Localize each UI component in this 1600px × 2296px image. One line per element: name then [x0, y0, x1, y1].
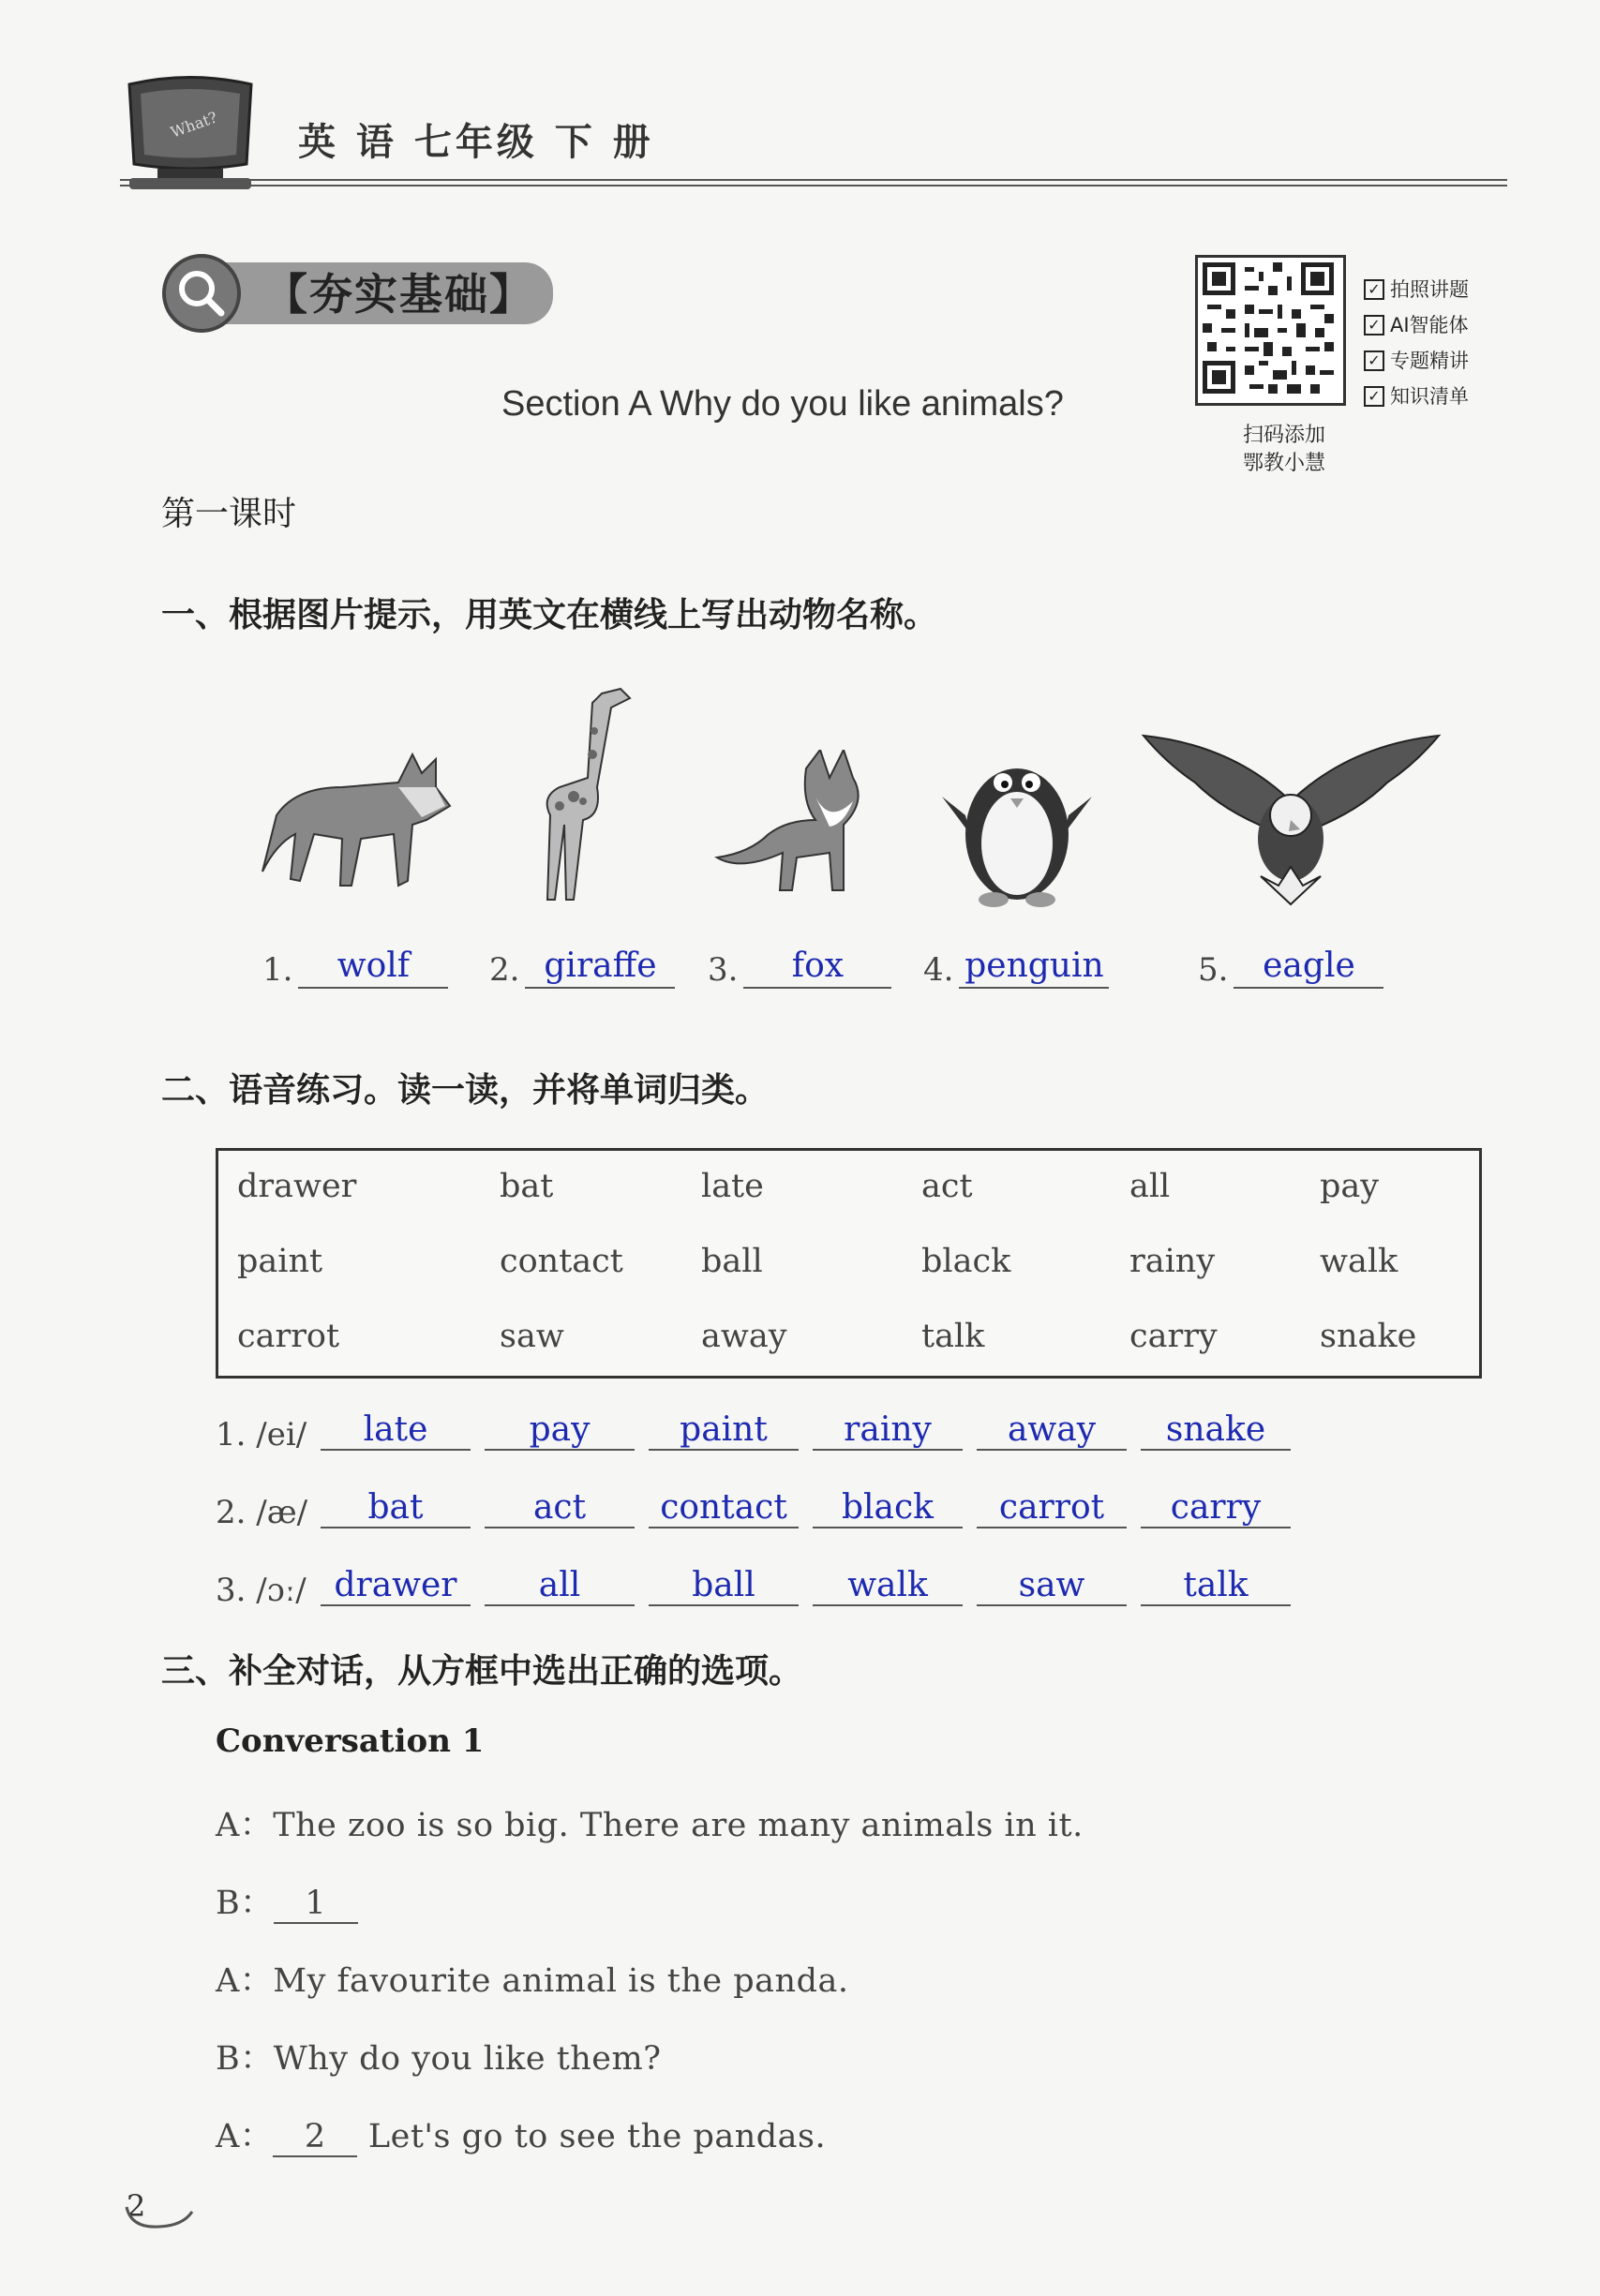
answer-blank[interactable]: black [813, 1488, 963, 1528]
page-number: 2 [127, 2188, 146, 2224]
phonics-label: 3. /ɔː/ [216, 1572, 307, 1609]
answer-blank[interactable]: snake [1141, 1410, 1291, 1451]
answer-blank[interactable]: wolf [298, 947, 448, 989]
answer-item: 3. fox [708, 947, 891, 989]
dialogue-line: A：My favourite animal is the panda. [216, 1962, 849, 2000]
answer-blank[interactable]: walk [813, 1566, 963, 1606]
checkbox-checked-icon: ✓ [1364, 350, 1384, 371]
answer-blank[interactable]: ball [649, 1566, 799, 1606]
qr-code[interactable] [1195, 255, 1346, 406]
answer-blank[interactable]: drawer [321, 1566, 471, 1606]
animal-answer-row [0, 937, 1600, 993]
answer-blank[interactable]: all [485, 1566, 635, 1606]
word-item: saw [500, 1318, 564, 1355]
word-item: drawer [237, 1168, 357, 1205]
section-banner-label: 【夯实基础】 [264, 269, 534, 320]
book-title: 英 语 七年级 下 册 [298, 120, 654, 164]
answer-item: 1. wolf [262, 947, 448, 989]
word-item: all [1129, 1168, 1171, 1205]
answer-blank[interactable]: talk [1141, 1566, 1291, 1606]
word-item: carry [1129, 1318, 1218, 1355]
phonics-row-ei [216, 1410, 1340, 1467]
qr-feature-item: ✓ 专题精讲 [1364, 343, 1469, 379]
eagle-icon [1139, 726, 1443, 909]
penguin-icon [937, 731, 1097, 909]
answer-item: 5. eagle [1198, 947, 1383, 989]
word-item: snake [1320, 1318, 1417, 1355]
word-item: pay [1320, 1168, 1380, 1205]
answer-blank[interactable]: penguin [959, 947, 1109, 989]
checkbox-checked-icon: ✓ [1364, 386, 1384, 407]
answer-blank[interactable]: eagle [1234, 947, 1383, 989]
header-divider [120, 176, 1526, 189]
word-item: contact [500, 1243, 623, 1280]
answer-blank[interactable]: away [977, 1410, 1127, 1451]
question-2-heading: 二、语音练习。读一读，并将单词归类。 [161, 1071, 770, 1110]
lesson-title: 第一课时 [161, 495, 297, 533]
dialogue-line: B：Why do you like them? [216, 2040, 662, 2078]
word-item: talk [921, 1318, 985, 1355]
answer-blank[interactable]: late [321, 1410, 471, 1451]
qr-feature-item: ✓ AI智能体 [1364, 307, 1469, 343]
checkbox-checked-icon: ✓ [1364, 279, 1384, 300]
word-item: black [921, 1243, 1011, 1280]
answer-blank[interactable]: saw [977, 1566, 1127, 1606]
wolf-icon [258, 731, 455, 909]
page-corner-curve [122, 2202, 197, 2230]
dialogue-line: A： 2 Let's go to see the pandas. [216, 2118, 827, 2155]
answer-blank[interactable]: fox [743, 947, 891, 989]
answer-item: 4. penguin [923, 947, 1109, 989]
word-item: paint [237, 1243, 323, 1280]
answer-blank[interactable]: rainy [813, 1410, 963, 1451]
phonics-label: 1. /ei/ [216, 1416, 307, 1454]
word-item: carrot [237, 1318, 340, 1355]
word-item: ball [701, 1243, 763, 1280]
word-item: walk [1320, 1243, 1398, 1280]
answer-blank[interactable]: bat [321, 1488, 471, 1528]
svg-text:What?: What? [168, 108, 220, 142]
answer-blank[interactable]: carry [1141, 1488, 1291, 1528]
phonics-row-aw [216, 1566, 1340, 1622]
qr-feature-item: ✓ 知识清单 [1364, 379, 1469, 414]
answer-blank[interactable]: act [485, 1488, 635, 1528]
word-item: rainy [1129, 1243, 1216, 1280]
monitor-icon [120, 75, 261, 192]
checkbox-checked-icon: ✓ [1364, 315, 1384, 335]
dialogue-line: A：The zoo is so big. There are many animals in it. [216, 1807, 1084, 1844]
answer-blank[interactable]: 1 [274, 1885, 358, 1924]
phonics-row-ae [216, 1488, 1340, 1544]
phonics-label: 2. /æ/ [216, 1494, 308, 1531]
conversation-title: Conversation 1 [216, 1722, 485, 1760]
qr-caption: 扫码添加 鄂教小慧 [1242, 424, 1325, 475]
answer-blank[interactable]: paint [649, 1410, 799, 1451]
qr-pattern-icon [1198, 258, 1343, 403]
qr-feature-list [1364, 272, 1469, 414]
answer-blank[interactable]: giraffe [525, 947, 675, 989]
word-item: act [921, 1168, 973, 1205]
question-3-heading: 三、补全对话，从方框中选出正确的选项。 [161, 1652, 803, 1691]
qr-feature-item: ✓ 拍照讲题 [1364, 272, 1469, 307]
giraffe-icon [517, 675, 649, 909]
word-item: late [701, 1168, 764, 1205]
word-item: away [701, 1318, 787, 1355]
fox-icon [712, 750, 890, 909]
answer-blank[interactable]: contact [649, 1488, 799, 1528]
dialogue-line: B： 1 [216, 1877, 358, 1924]
question-1-heading: 一、根据图片提示，用英文在横线上写出动物名称。 [161, 596, 938, 634]
answer-blank[interactable]: pay [485, 1410, 635, 1451]
answer-item: 2. giraffe [489, 947, 675, 989]
answer-blank[interactable]: 2 [273, 2118, 357, 2157]
word-item: bat [500, 1168, 554, 1205]
section-title: Section A Why do you like animals? [501, 384, 1064, 424]
word-box [216, 1148, 1482, 1379]
answer-blank[interactable]: carrot [977, 1488, 1127, 1528]
